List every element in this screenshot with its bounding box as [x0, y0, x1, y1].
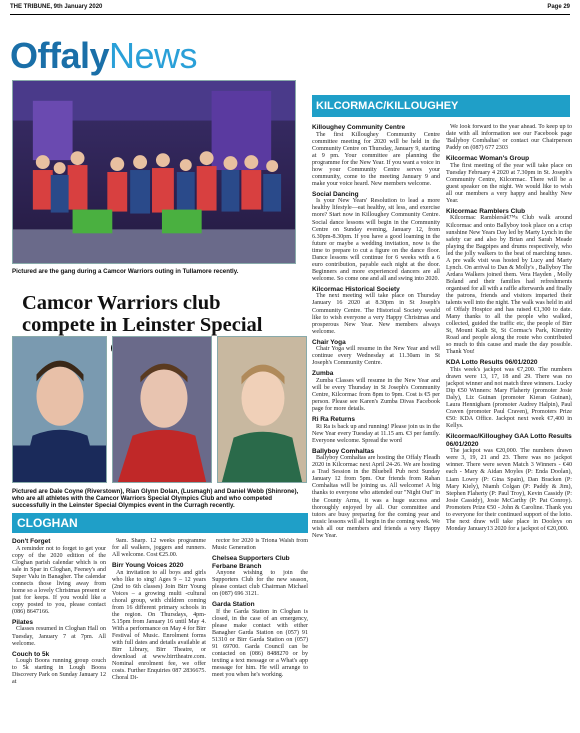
cloghan-col-1 [12, 538, 106, 724]
article-body: An invitation to all boys and girls who like to sing! Ages 9 – 12 years (2nd to 6th classes) Join Birr Young Voices – a growing multi -cultural choral group, with children coming from 16 different primary schools in the region. On Thursdays, 4pm-5.15pm from January 16 until May 4. With a performance on May 4 for Birr Festival of Music. Enrolment forms with full dates and details available at Birr Library, Birr Theatre, or download at www.birrtheatre.com. Nominal enrolment fee, we offer costs. Further Enquiries 087 2836675. Choral Di- [112, 569, 206, 682]
article-body: This week's jackpot was €7,200. The numbers drawn were 13, 17, 18 and 29. There was no jackpot winner and not match three winners. Lucky Dip €50 Winners: Mary Flaherty (promoter Josie Daly), Liz Guinan (promoter Kieran Guinan), Laura Hennigham (promoter Audrey Halpin), Paul Craven (promoter Paul Craven), Promoters Prize €50: KDA Office. Jackpot next week €7,400 in Kellys. [446, 366, 572, 430]
article-heading: Zumba [312, 370, 334, 378]
article-body: If the Garda Station in Cloghan is closed, in the case of an emergency, please make contact with either Banagher Garda Station on (057) 91 51310 or Birr Garda Station on (057) 91 69700. Garda Council can be contacted on (086) 8488270 or by texting a text message or a What's app message for him. He will arrange to meet you when he's working. [212, 608, 308, 679]
article-body: We look forward to the year ahead. To keep up to date with all information see our Facebook page 'Ballyboy Comhaltas' or contact our Chairperson Paddy on (087) 677 2303 [446, 124, 572, 152]
article-body: Ballyboy Comhaltas are hosting the Offaly Fleadh 2020 in Kilcormac next April 24-26. We are hosting a Trad Session in the Bluebell Pub next Sunday January 12 from 5pm. Our friends from Rahan Comhaltas will be joining us. All welcome! A big thanks to everyone who attended our "Night Out" in the County Arms, it was a huge success and thoroughly enjoyed by all. Our committee and tutors are busy preparing for the coming year and music lessons will all begin in the coming week. We wish all our members and friends a very Happy New Year. [312, 455, 440, 539]
group-photo-caption: Pictured are the gang during a Camcor Warriors outing in Tullamore recently. [12, 268, 239, 275]
paper-date: THE TRIBUNE, 9th January 2020 [10, 4, 103, 10]
article-body: Zumba Classes will resume in the New Year and will be every Thursday in St Joseph's Community Centre, Kilcormac from 8pm to 9pm. Cost is €5 per person. Please see Karen's Zumba Divas Facebook page for more details. [312, 377, 440, 413]
article-heading: Chair Yoga [312, 338, 346, 346]
section-title-cloghan: CLOGHAN [17, 516, 78, 530]
article-heading: Kilcormac Ramblers Club [446, 207, 526, 215]
athlete-photo-dale [12, 336, 107, 483]
article-heading: KDA Lotto Results 06/01/2020 [446, 359, 538, 367]
masthead-offaly: Offaly [10, 35, 110, 76]
page-header [10, 4, 570, 14]
article-heading: Kilcormac Woman's Group [446, 155, 530, 163]
kilcormac-col-1 [312, 124, 440, 714]
masthead [10, 35, 198, 76]
section-bar-cloghan [12, 513, 308, 533]
article-body: Kilcormac Ramblersâ€™s Club walk around Kilcormac and onto Ballyboy took place on a crisp sunshine New Years Day led by Marty Lynch in the safety car and also by Brian and Sarah Meade playing the Bagpipes and drums respectively, who led the jolly walkers to the beat of marching tunes. A pre walk visit was hosted by Lucy and Marty Lynch. On arrival to Dan & Molly's , Ballyboy The Ardara Walkers joined them. Vera Hayden , Molly Boland and their families had refreshments organised for all with a raffle afterwards and finally the patrons, friends and visitors imparted their talents well into the night. The walk was held in aid of Offaly Hospice and has raised €1,300 to date. Many thanks to all the people who walked, collected, guided the traffic etc, the people of Birr St, Mount Kath St, St Cormac's Park, Kinnitty Road and people along the route who contributed so much to this cause and made the day possible. Thank You! [446, 215, 572, 356]
masthead-news: News [109, 35, 198, 76]
section-bar-kilcormac [312, 95, 570, 117]
article-body: The next meeting will take place on Thursday January 16 2020 at 8.30pm in St Joseph's Community Centre. The Historical Society would like to wish everyone a very Happy Christmas and prosperous New Year. New members always welcome. [312, 293, 440, 335]
article-body: Ri Ra is back up and running! Please join us in the New Year every Tuesday at 11.15 am. €3 per family. Everyone welcome. Spread the word [312, 423, 440, 444]
article-heading: Garda Station [212, 601, 255, 609]
article-body: The jackpot was €20,000. The numbers drawn were 3, 19, 21 and 23. There was no jackpot winner. There were seven Match 3 Winners - €40 each - Mary & Aidan Moyles (P: Enda Doolan), Liam Lowry (P: Gina Spain), Dan Bracken (P: Mary Kiely), Niamh Colgan (P: Paddy & Jim), Stephen Flaherty (P: Paul Troy), Kevin Cassidy (P: Josie Cassidy), Josie McCarthy (P: Pat Conroy). Promoters Prize €50 - John & Caroline. Thank you to everyone for their continued support of the lotto. The next draw will take place in Dooleys on Monday January13 2020 for a jackpot of €20,000. [446, 448, 572, 532]
article-heading: Social Dancing [312, 190, 359, 198]
article-heading: Ri Ra Returns [312, 416, 355, 424]
article-body: rector for 2020 is Triona Walsh from Music Generation [212, 538, 308, 552]
cloghan-col-3 [212, 538, 308, 724]
headline: Camcor Warriors club compete in Leinster Special [22, 292, 263, 336]
article-body: Is your New Years' Resolution to lead a more healthy lifestyle—eat healthy, sit less, and exercise more? Start now in Killoughey Community Centre. Social dance lessons will begin in the Community Centre on Sunday evening, January 12, from 6.30pm-8.30pm. If you have a good loaming in the future or maybe a wedding invitation, now is the time to prepare to cut a figure on the dance floor. Dance lessons will continue for 6 weeks with a 6 euro contribution, payable each night at the door. Beginners and more experienced dancers are all welcome. So come one and all and swing into 2020. [312, 198, 440, 282]
article-body: The first Killoughey Community Centre committee meeting for 2020 will be held in the Community Centre on Thursday, January 9, starting at 9 pm. Your committee are planning the programme for the New Year. If you want a voice in how your Community Centre serves your community, come to the meeting January 9 and make your voice heard. New members welcome. [312, 131, 440, 187]
article-heading: Kilcormac/Killoughey GAA Lotto Results 06/01/2020 [446, 433, 572, 448]
athletes-caption: Pictured are Dale Coyne (Riverstown), Rian Glynn Dolan, (Lusmagh) and Daniel Webb (Shinrone), who are all athletes with the Camcor Warriors Special Olympics Club and who competed successfully in the Leinster Special Olympics event in the Curragh recently. [12, 488, 299, 509]
article-heading: Birr Young Voices 2020 [112, 562, 184, 570]
article-body: Classes resumed in Cloghan Hall on Tuesday, January 7 at 7pm. All welcome. [12, 626, 106, 647]
athlete-photo-rian [112, 336, 212, 483]
article-heading: Kilcormac Historical Society [312, 285, 400, 293]
article-body: Chair Yoga will resume in the New Year and will continue every Wednesday at 11.30am in St Joseph's Community Centre. [312, 346, 440, 367]
article-body: Anyone wishing to join the Supporters Club for the new season, please contact club Chairman Michael on (087) 696 3121. [212, 570, 308, 598]
cloghan-col-2 [112, 538, 206, 724]
header-rule [10, 14, 570, 15]
athlete-photo-daniel [217, 336, 307, 483]
kilcormac-col-2 [446, 124, 572, 714]
article-heading: Don't Forget [12, 538, 51, 545]
group-photo [12, 80, 296, 264]
page-number: Page 29 [547, 4, 570, 10]
article-body: Lough Boora running group couch to 5k starting in Lough Boora Discovery Park on Sunday January 12 at [12, 658, 106, 686]
article-body: The first meeting of the year will take place on Tuesday February 4 2020 at 7.30pm in St. Joseph's Community Centre, Kilcormac. There will be a guest speaker on the night. We would like to wish all our members a very happy and healthy New Year. [446, 162, 572, 204]
article-heading: Chelsea Supporters Club Ferbane Branch [212, 555, 290, 570]
article-body: 9am. Sharp. 12 weeks programme for all walkers, joggers and runners. All welcome. Cost €25.00. [112, 538, 206, 559]
article-heading: Pilates [12, 618, 33, 626]
article-heading: Couch to 5k [12, 650, 50, 658]
article-heading: Ballyboy Comhaltas [312, 447, 375, 455]
article-body: A reminder not to forget to get your copy of the 2020 edition of the Cloghan parish calendar which is on sale in Spar in Cloghan, Feeney's and Super Valu in Banagher. The calendar connects those living away from home so a lovely Christmas present or just for keeps. If you would like a copy posted to you, please contact (086) 8647166. [12, 545, 106, 615]
section-title-kilcormac: KILCORMAC/KILLOUGHEY [316, 100, 459, 112]
article-heading: Killoughey Community Centre [312, 124, 406, 131]
